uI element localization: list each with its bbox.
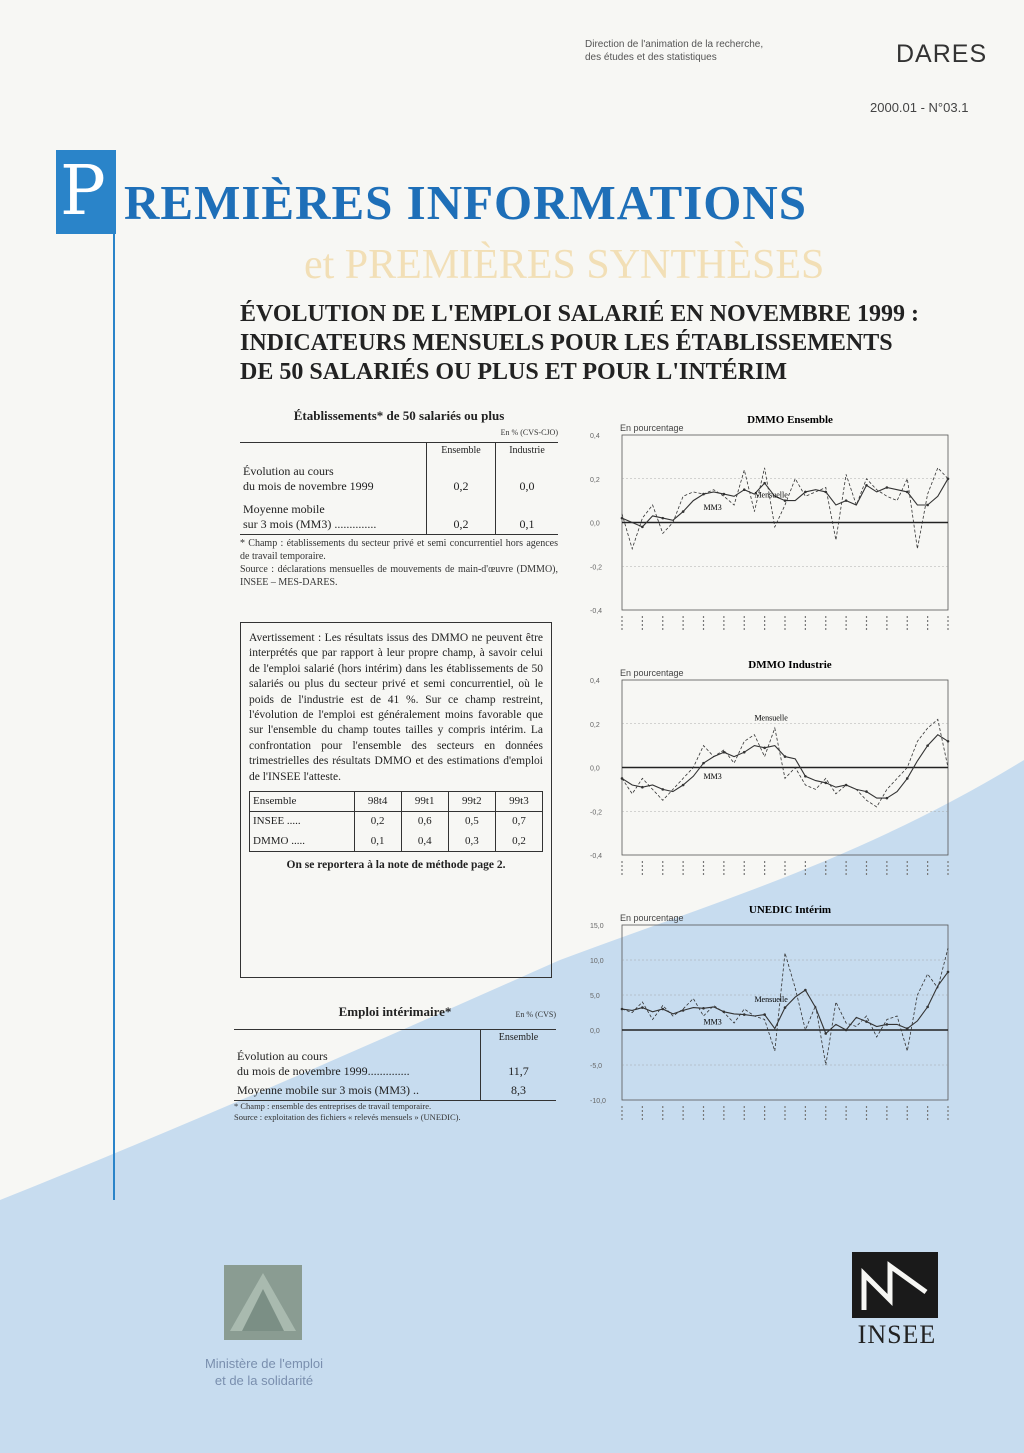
chart2-point — [641, 786, 644, 789]
col-ensemble: Ensemble — [427, 443, 496, 458]
warning-table-header-cell: 99t2 — [448, 792, 495, 812]
masthead-title: REMIÈRES INFORMATIONS — [124, 175, 808, 230]
chart1-ytick: -0,2 — [590, 564, 603, 572]
chart2-series-mm3 — [622, 735, 948, 798]
chart2-ytick: -0,2 — [590, 809, 603, 817]
chart2-ytick: 0,0 — [590, 765, 600, 773]
warning-box — [240, 622, 552, 978]
chart2-label-mm3: MM3 — [703, 772, 722, 782]
establishments-table — [240, 443, 558, 535]
interim-unit: En % (CVS) — [515, 1010, 556, 1019]
interim-note2: Source : exploitation des fichiers « relevés mensuels » (UNEDIC). — [234, 1112, 461, 1122]
interim-row2-label: Moyenne mobile sur 3 mois (MM3) .. — [237, 1083, 419, 1097]
article-title-line3: DE 50 SALARIÉS OU PLUS ET POUR L'INTÉRIM — [240, 359, 787, 385]
chart3-point — [661, 1008, 664, 1011]
chart1-point — [621, 517, 624, 520]
chart2-ytick: 0,2 — [590, 721, 600, 729]
chart1-point — [824, 491, 827, 494]
chart2-point — [926, 744, 929, 747]
chart3-point — [702, 1007, 705, 1010]
warning-table-dmmo-cell: 0,1 — [354, 832, 401, 852]
chart3-ytick: -5,0 — [590, 1063, 603, 1070]
warning-table-dmmo-cell: DMMO ..... — [253, 834, 305, 847]
chart2-series-mensuelle — [622, 719, 948, 807]
chart2-point — [947, 740, 950, 743]
row2-label1: Moyenne mobile — [243, 502, 325, 516]
insee-label: INSEE — [857, 1320, 937, 1349]
chart1-point — [845, 499, 848, 502]
establishments-unit: En % (CVS-CJO) — [500, 428, 558, 437]
chart3-point — [743, 1013, 746, 1016]
chart1-label-mensuelle: Mensuelle — [754, 490, 788, 500]
ministry-line1: Ministère de l'emploi — [204, 1356, 324, 1371]
chart1-point — [702, 493, 705, 496]
chart3-ytick: -10,0 — [590, 1098, 606, 1105]
chart1-point — [661, 517, 664, 520]
chart3-point — [682, 1009, 685, 1012]
chart3-point — [845, 1029, 848, 1032]
chart2-ytick: 0,4 — [590, 678, 600, 685]
chart2-point — [824, 782, 827, 785]
chart3-point — [926, 1006, 929, 1009]
interim-note1: * Champ : ensemble des entreprises de travail temporaire. — [234, 1101, 432, 1111]
chart3-point — [641, 1006, 644, 1009]
chart3-ytick: 0,0 — [590, 1028, 600, 1035]
chart3-point — [621, 1008, 624, 1011]
warning-table-header-cell: Ensemble — [253, 795, 297, 808]
dares-label: DARES — [896, 40, 988, 68]
chart3-point — [763, 1013, 766, 1016]
issue-number: 2000.01 - N°03.1 — [870, 100, 969, 115]
chart1-point — [804, 491, 807, 494]
chart1-ytick: 0,0 — [590, 520, 600, 528]
interim-row1-label1: Évolution au cours — [237, 1049, 328, 1063]
chart1-series-mm3 — [622, 479, 948, 527]
ministry-logo-icon — [224, 1265, 302, 1340]
chart1-point — [784, 499, 787, 502]
warning-table-header-cell: 99t1 — [401, 792, 448, 812]
chart2-point — [743, 751, 746, 754]
charts-area — [590, 405, 960, 1145]
warning-table-header-cell: 98t4 — [354, 792, 401, 812]
chart3-ylabel: En pourcentage — [620, 913, 684, 923]
interim-row1-value: 11,7 — [481, 1045, 557, 1081]
warning-table-insee-cell: INSEE ..... — [253, 815, 301, 828]
chart2-point — [784, 755, 787, 758]
chart2-point — [906, 777, 909, 780]
chart2-point — [886, 797, 889, 800]
direction-line1: Direction de l'animation de la recherche, — [585, 39, 764, 50]
warning-table-insee-cell: 0,6 — [401, 812, 448, 832]
chart1-point — [723, 493, 726, 496]
establishments-note1: * Champ : établissements du secteur privé et semi concurrentiel hors agences de travail temporaire. — [240, 538, 558, 562]
chart3-point — [886, 1023, 889, 1026]
chart1-label-mm3: MM3 — [703, 503, 722, 513]
chart2-ylabel: En pourcentage — [620, 668, 684, 678]
article-title-line1: ÉVOLUTION DE L'EMPLOI SALARIÉ EN NOVEMBRE 1999 : — [240, 301, 919, 327]
chart2-point — [723, 751, 726, 754]
chart3-ytick: 10,0 — [590, 958, 604, 965]
chart3-point — [824, 1032, 827, 1035]
warning-table-insee-cell: 0,7 — [495, 812, 542, 832]
chart2-point — [621, 777, 624, 780]
chart2-label-mensuelle: Mensuelle — [754, 713, 788, 723]
chart1-point — [865, 484, 868, 487]
chart1-point — [763, 482, 766, 485]
interim-section — [234, 1004, 556, 1123]
warning-table-dmmo-cell: 0,4 — [401, 832, 448, 852]
chart3-point — [865, 1020, 868, 1023]
row2-industrie: 0,1 — [496, 496, 559, 535]
chart2-title: DMMO Industrie — [748, 659, 832, 671]
chart3-title: UNEDIC Intérim — [748, 904, 832, 916]
warning-table-insee-cell: 0,5 — [448, 812, 495, 832]
direction-line2: des études et des statistiques — [585, 52, 717, 63]
chart2-point — [682, 784, 685, 787]
chart1-title: DMMO Ensemble — [747, 414, 833, 426]
vertical-rule — [113, 150, 115, 1200]
chart1-ytick: 0,2 — [590, 476, 600, 484]
warning-text: Avertissement : Les résultats issus des DMMO ne peuvent être interprétés que par rapport à leur propre champ, à savoir celui de l'emploi salarié (hors intérim) dans les établissements de 50 salariés ou plus du secteur privé et semi concurrentiel, où le poids de l'industrie est de 41 %. Sur ce champ restreint, l'évolution de l'emploi est généralement moins favorable que sur l'ensemble du champ toutes tailles y compris intérim. La confrontation pour l'ensemble des secteurs en données trimestrielles des résultats DMMO et des estimations d'emploi de l'INSEE l'atteste. — [249, 632, 543, 783]
chart1-series-mensuelle — [622, 468, 948, 549]
chart1-point — [947, 477, 950, 480]
interim-heading: Emploi intérimaire* — [338, 1004, 452, 1019]
establishments-section — [240, 408, 558, 589]
chart1-point — [886, 486, 889, 489]
direction-label — [585, 38, 763, 64]
warning-footer: On se reportera à la note de méthode page 2. — [286, 859, 506, 872]
chart2-point — [702, 762, 705, 765]
warning-table-dmmo-cell: 0,2 — [495, 832, 542, 852]
interim-table — [234, 1030, 556, 1101]
chart2-point — [661, 788, 664, 791]
chart2-point — [845, 784, 848, 787]
chart3-label-mm3: MM3 — [703, 1017, 722, 1027]
row1-label2: du mois de novembre 1999 — [243, 479, 374, 493]
masthead-subtitle: et PREMIÈRES SYNTHÈSES — [304, 242, 825, 288]
row1-label1: Évolution au cours — [243, 464, 334, 478]
warning-table-header-cell: 99t3 — [495, 792, 542, 812]
col-industrie: Industrie — [496, 443, 559, 458]
chart3-point — [906, 1027, 909, 1030]
chart1-ytick: -0,4 — [590, 608, 603, 615]
chart2-point — [804, 775, 807, 778]
p-letter: P — [60, 152, 106, 231]
insee-logo-icon — [842, 1252, 948, 1372]
chart1-point — [682, 510, 685, 513]
interim-col: Ensemble — [481, 1030, 557, 1045]
ministry-logo — [224, 1265, 302, 1340]
chart1-point — [906, 491, 909, 494]
article-title-line2: INDICATEURS MENSUELS POUR LES ÉTABLISSEMENTS — [240, 330, 893, 356]
row2-label2: sur 3 mois (MM3) .............. — [243, 517, 377, 531]
row2-ensemble: 0,2 — [427, 496, 496, 535]
chart3-point — [804, 989, 807, 992]
row1-ensemble: 0,2 — [427, 458, 496, 496]
chart2-ytick: -0,4 — [590, 853, 603, 860]
ministry-label — [174, 1355, 354, 1389]
chart1-point — [641, 526, 644, 529]
chart1-point — [926, 504, 929, 507]
chart3-point — [723, 1011, 726, 1014]
chart3-ytick: 5,0 — [590, 993, 600, 1000]
ministry-line2: et de la solidarité — [214, 1373, 314, 1388]
warning-table — [249, 791, 543, 852]
chart3-point — [947, 971, 950, 974]
chart3-point — [784, 1006, 787, 1009]
chart1-point — [743, 488, 746, 491]
chart3-ytick: 15,0 — [590, 923, 604, 930]
warning-table-dmmo-cell: 0,3 — [448, 832, 495, 852]
chart1-ylabel: En pourcentage — [620, 423, 684, 433]
row1-industrie: 0,0 — [496, 458, 559, 496]
interim-row2-value: 8,3 — [481, 1081, 557, 1101]
establishments-heading: Établissements* de 50 salariés ou plus — [293, 408, 505, 423]
chart1-ytick: 0,4 — [590, 433, 600, 440]
warning-table-insee-cell: 0,2 — [354, 812, 401, 832]
establishments-note2: Source : déclarations mensuelles de mouvements de main-d'œuvre (DMMO), INSEE – MES-DARES. — [240, 564, 558, 588]
chart2-point — [865, 790, 868, 793]
interim-row1-label2: du mois de novembre 1999.............. — [237, 1064, 410, 1078]
chart2-point — [763, 747, 766, 750]
chart3-label-mensuelle: Mensuelle — [754, 995, 788, 1004]
article-title — [240, 300, 1020, 387]
